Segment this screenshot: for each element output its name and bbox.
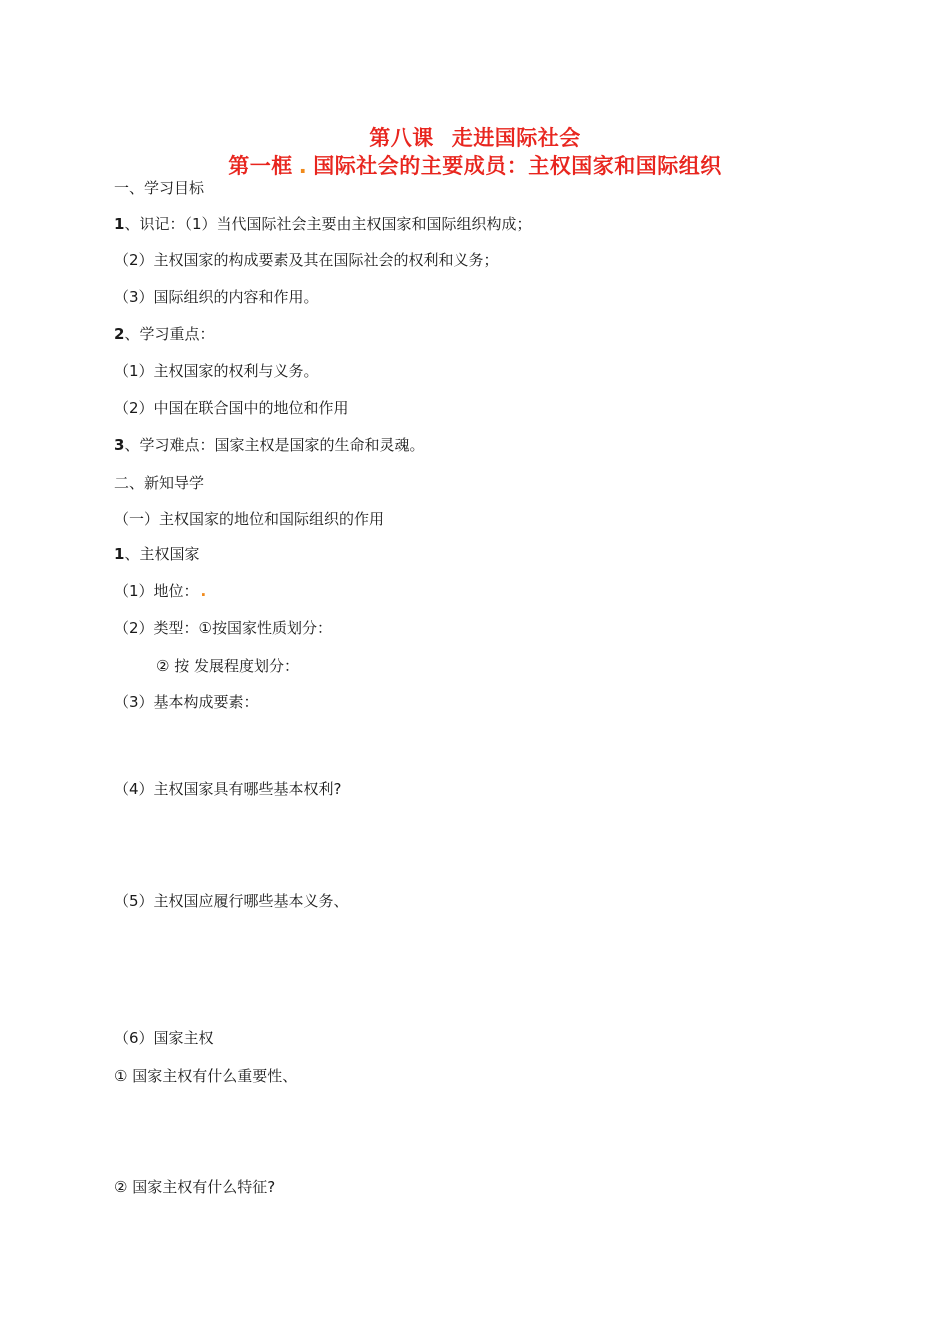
question-1-sub4: （4）主权国家具有哪些基本权利? xyxy=(114,780,342,798)
question-1-sub2: （2）类型：①按国家性质划分： xyxy=(114,619,332,637)
lesson-title-name: 走进国际社会 xyxy=(451,126,581,150)
question-1-sub6a: ① 国家主权有什么重要性、 xyxy=(114,1067,298,1085)
goal-item-1-sub2: （2）主权国家的构成要素及其在国际社会的权利和义务； xyxy=(114,251,499,269)
question-1-sub6: （6）国家主权 xyxy=(114,1029,214,1047)
goal-item-2-sub2: （2）中国在联合国中的地位和作用 xyxy=(114,399,349,417)
question-1 xyxy=(114,544,199,564)
goal-item-3-number: 3 xyxy=(114,436,125,454)
lesson-subtitle xyxy=(0,150,950,180)
guide-part-1: （一）主权国家的地位和国际组织的作用 xyxy=(114,510,385,528)
goal-item-1-sub3: （3）国际组织的内容和作用。 xyxy=(114,288,319,306)
question-1-sub1-mark: . xyxy=(200,582,207,600)
question-1-sub5: （5）主权国应履行哪些基本义务、 xyxy=(114,892,349,910)
goal-item-2 xyxy=(114,324,214,344)
question-1-text: 、主权国家 xyxy=(124,545,200,563)
question-1-sub1-text: （1）地位： xyxy=(114,582,199,600)
goal-item-1 xyxy=(114,214,531,234)
lesson-title xyxy=(0,122,950,152)
goal-item-1-number: 1 xyxy=(114,215,125,233)
question-1-sub2b: ② 按 发展程度划分： xyxy=(156,657,299,675)
question-1-number: 1 xyxy=(114,545,125,563)
section-heading-guide: 二、新知导学 xyxy=(114,474,205,492)
question-1-sub6b: ② 国家主权有什么特征? xyxy=(114,1178,276,1196)
goal-item-3-text: 、学习难点：国家主权是国家的生命和灵魂。 xyxy=(124,436,425,454)
subtitle-topic: 国际社会的主要成员：主权国家和国际组织 xyxy=(313,154,722,178)
goal-item-2-number: 2 xyxy=(114,325,125,343)
subtitle-frame: 第一框 xyxy=(228,154,293,178)
question-1-sub3: （3）基本构成要素： xyxy=(114,693,259,711)
goal-item-3 xyxy=(114,435,424,455)
goal-item-2-sub1: （1）主权国家的权利与义务。 xyxy=(114,362,319,380)
subtitle-mark: . xyxy=(298,154,308,178)
section-heading-goals: 一、学习目标 xyxy=(114,179,205,197)
question-1-sub1 xyxy=(114,581,206,601)
lesson-title-number: 第八课 xyxy=(369,126,434,150)
goal-item-2-text: 、学习重点： xyxy=(124,325,215,343)
goal-item-1-text: 、识记：（1）当代国际社会主要由主权国家和国际组织构成； xyxy=(124,215,532,233)
